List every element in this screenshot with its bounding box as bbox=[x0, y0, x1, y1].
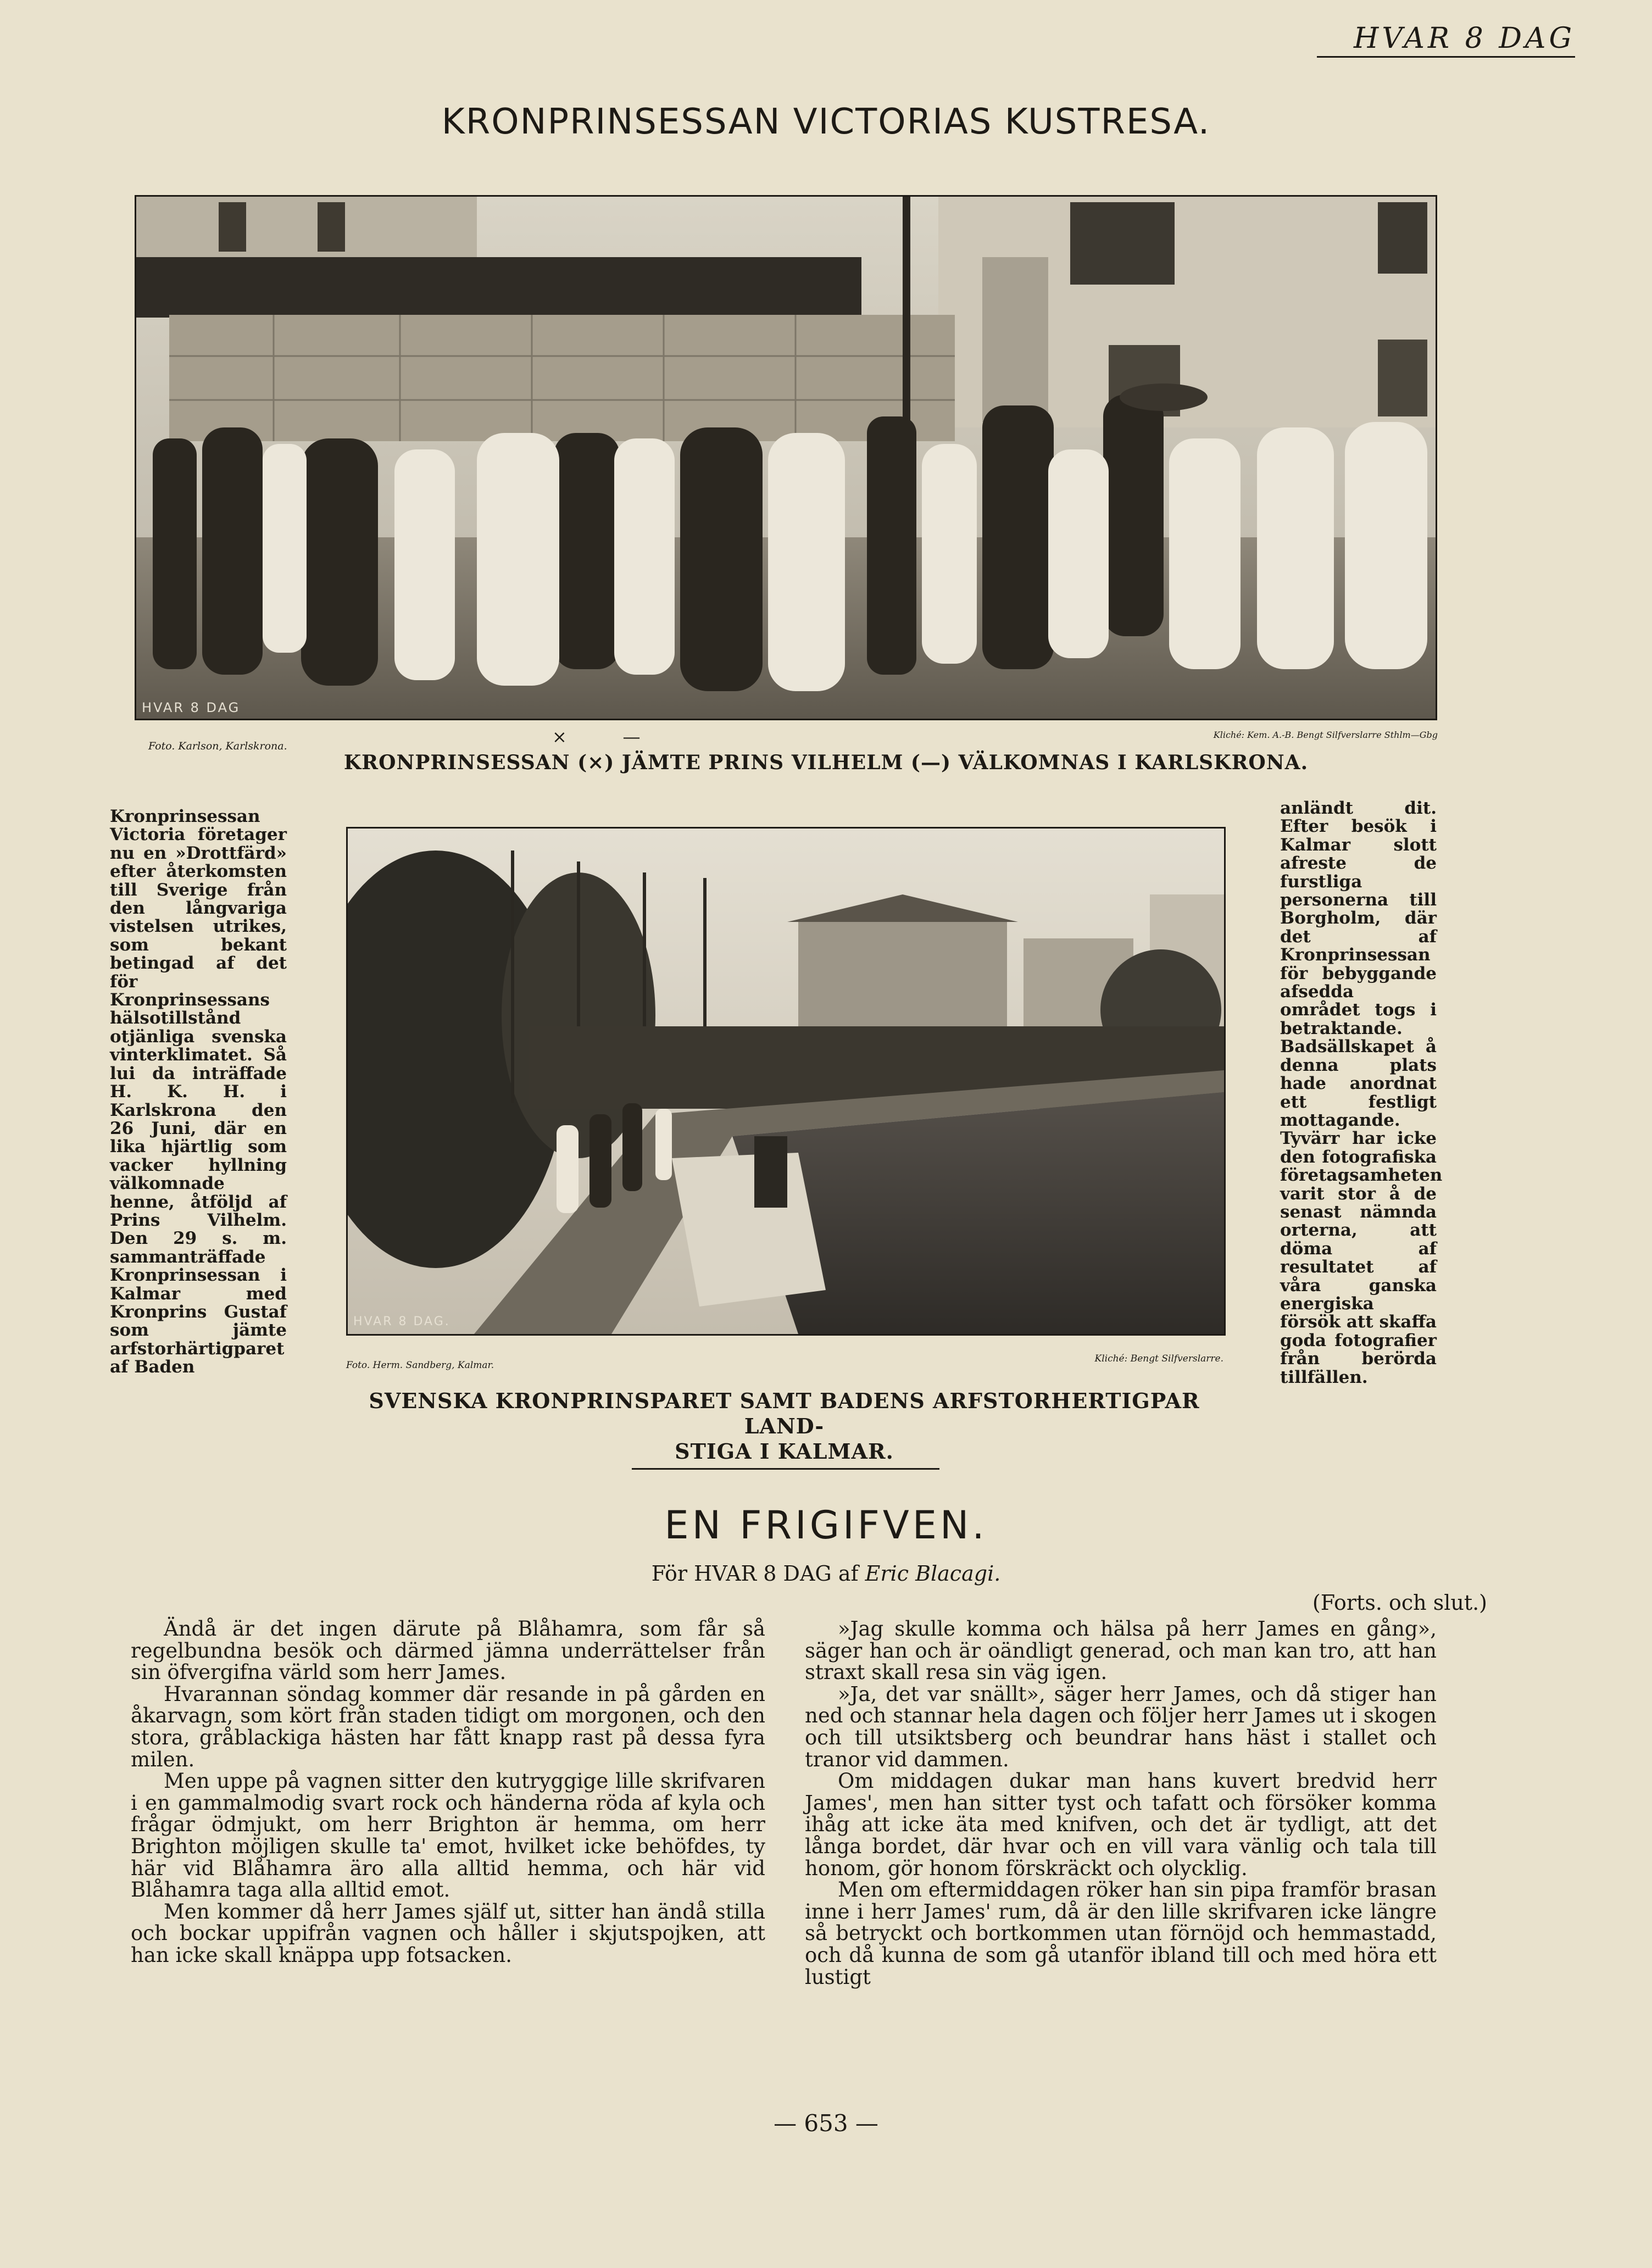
story-title: EN FRIGIFVEN. bbox=[664, 1503, 988, 1548]
page-number: — 653 — bbox=[774, 2110, 878, 2137]
paragraph: Men kommer då herr James själf ut, sitter han ändå stilla och bockar uppifrån vagnen och håller i skjutspojken, att han icke skall knäppa upp fotsacken. bbox=[131, 1899, 765, 1967]
photo-watermark: HVAR 8 DAG bbox=[142, 700, 241, 715]
paragraph: Hvarannan söndag kommer där resande in på gården en åkarvagn, som kört från staden tidigt om morgonen, och den stora, gråblackiga hästen har fått knapp rast på dessa fyra milen. bbox=[131, 1682, 765, 1771]
intro-text-left: Kronprinsessan Victoria företager nu en »Drottfärd» efter återkomsten till Sverige från den långvariga vistelsen utrikes, som bekant betingad af det för Kronprinsessans hälsotillstånd otjänliga svenska vinterklimatet. Så lui da inträffade H. K. H. i Karlskrona den 26 Juni, där en lika hjärtlig som vacker hyllning välkomnade henne, åtföljd af Prins Vilhelm. Den 29 s. m. sammanträffade Kronprinsessan i Kalmar med Kronprins Gustaf som jämte arfstorhärtigparet af Baden bbox=[110, 807, 287, 1377]
paragraph: Ändå är det ingen därute på Blåhamra, som får så regelbundna besök och därmed jämna underrättelser från sin öfvergifna värld som herr James. bbox=[131, 1617, 765, 1685]
photo-karlskrona-image bbox=[136, 197, 1436, 719]
page-title: KRONPRINSESSAN VICTORIAS KUSTRESA. bbox=[441, 102, 1211, 142]
byline-author: Eric Blacagi. bbox=[865, 1561, 1001, 1586]
cliche-credit: Kliché: Bengt Silfverslarre. bbox=[1094, 1353, 1223, 1364]
paragraph: »Jag skulle komma och hälsa på herr James en gång», säger han och är oändligt generad, och man kan tro, att han straxt skall resa sin väg igen. bbox=[805, 1617, 1437, 1685]
story-column-1 bbox=[131, 1618, 765, 1966]
masthead: HVAR 8 DAG bbox=[1317, 22, 1575, 58]
caption-line: SVENSKA KRONPRINSPARET SAMT BADENS ARFSTORHERTIGPAR LAND- bbox=[369, 1388, 1200, 1438]
caption-line: STIGA I KALMAR. bbox=[675, 1439, 894, 1464]
byline-prefix: För HVAR 8 DAG af bbox=[651, 1561, 859, 1586]
photo-caption: KRONPRINSESSAN (×) JÄMTE PRINS VILHELM (—) VÄLKOMNAS I KARLSKRONA. bbox=[343, 751, 1309, 774]
paragraph: Men om eftermiddagen röker han sin pipa framför brasan inne i herr James' rum, då är den lille skrifvaren icke längre så betryckt och bortkommen utan förnöjd och hemmastadd, och då kunna de som gå utanför ibland till och med höra ett lustigt bbox=[805, 1878, 1437, 1989]
cliche-credit: Kliché: Kem. A.-B. Bengt Silfverslarre Sthlm—Gbg bbox=[1213, 730, 1438, 740]
byline bbox=[0, 1561, 1652, 1586]
photo-caption bbox=[335, 1388, 1233, 1464]
photo-credit: Foto. Karlson, Karlskrona. bbox=[148, 740, 287, 752]
photo-credit: Foto. Herm. Sandberg, Kalmar. bbox=[346, 1360, 494, 1371]
photo-kalmar bbox=[346, 827, 1226, 1336]
photo-kalmar-image bbox=[348, 829, 1224, 1334]
photo-karlskrona bbox=[135, 195, 1437, 720]
paragraph: Men uppe på vagnen sitter den kutryggige lille skrifvaren i en gammalmodig svart rock och händerna röda af kyla och frågar ödmjukt, om herr Brighton är hemma, om herr Brighton möjligen skulle ta' emot, hvilket icke behöfdes, ty här vid Blåhamra äro alla alltid hemma, och här vid Blåhamra taga alla alltid emot. bbox=[131, 1769, 765, 1902]
divider bbox=[632, 1468, 939, 1470]
caption-marks: × — bbox=[552, 726, 641, 747]
continuation-note: (Forts. och slut.) bbox=[1312, 1591, 1487, 1615]
photo-watermark: HVAR 8 DAG. bbox=[353, 1315, 450, 1328]
story-column-2 bbox=[805, 1618, 1437, 1988]
paragraph: Om middagen dukar man hans kuvert bredvid herr James', men han sitter tyst och tafatt och försöker komma ihåg att icke äta med knifven, och det är tydligt, att det långa bordet, där hvar och en vill vara vänlig och tala till honom, gör honom förskräckt och olycklig. bbox=[805, 1769, 1437, 1880]
paragraph: »Ja, det var snällt», säger herr James, och då stiger han ned och stannar hela dagen och följer herr James ut i skogen och till utsiktsberg och beundrar hans häst i stallet och tranor vid dammen. bbox=[805, 1682, 1437, 1771]
intro-text-right: anländt dit. Efter besök i Kalmar slott afreste de furstliga personerna till Borgholm, där det af Kronprinsessan för bebyggande afsedda området togs i betraktande. Badsällskapet å denna plats hade anordnat ett festligt mottagande. Tyvärr har icke den fotografiska företagsamheten varit stor å de senast nämnda orterna, att döma af resultatet af våra ganska energiska försök att skaffa goda fotografier från berörda tillfällen. bbox=[1280, 798, 1443, 1387]
